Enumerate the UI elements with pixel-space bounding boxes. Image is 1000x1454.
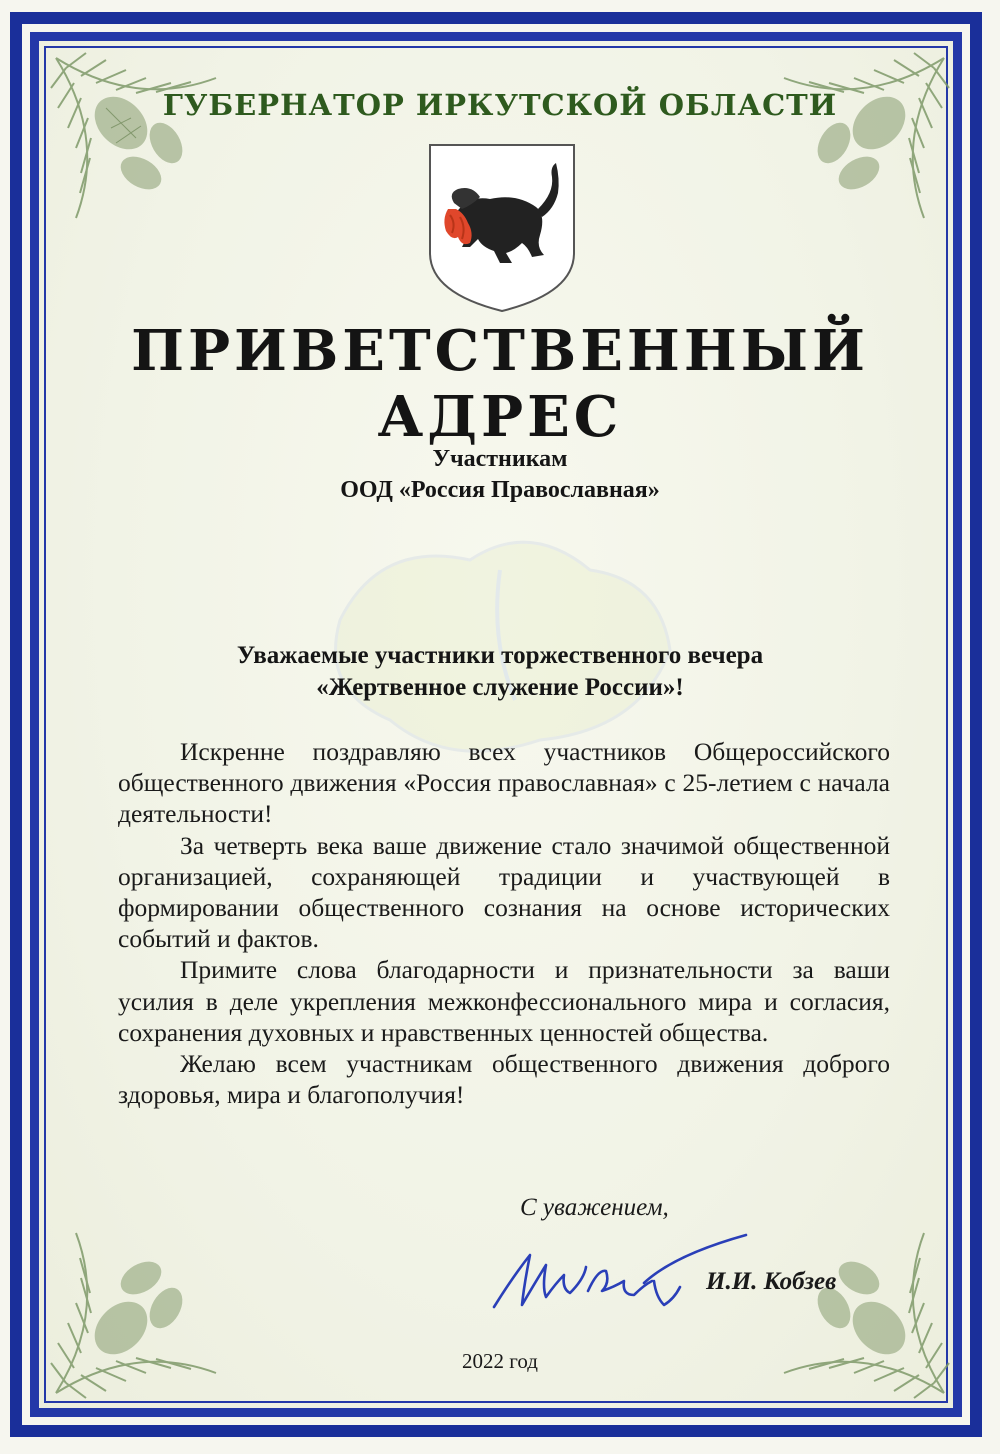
greeting-block xyxy=(0,640,1000,704)
body-paragraph: Желаю всем участникам общественного движения доброго здоровья, мира и благополучия! xyxy=(118,1049,890,1110)
document-year: 2022 год xyxy=(462,1349,538,1373)
body-paragraph: За четверть века ваше движение стало значимой общественной организацией, сохраняющей традиции и участвующей в формировании общественного сознания на основе исторических событий и фактов. xyxy=(118,830,890,954)
letter-body xyxy=(118,736,890,1110)
pine-branch-corner-icon xyxy=(754,48,954,248)
signer-name: И.И. Кобзев xyxy=(706,1268,837,1295)
closing-regards: С уважением, xyxy=(520,1194,669,1221)
body-paragraph: Искренне поздравляю всех участников Общероссийского общественного движения «Россия православная» с 25-летием с начала деятельности! xyxy=(118,737,890,829)
issuer-heading: ГУБЕРНАТОР ИРКУТСКОЙ ОБЛАСТИ xyxy=(162,88,838,122)
document-title: ПРИВЕТСТВЕННЫЙ АДРЕС xyxy=(131,318,869,450)
recipient-block xyxy=(0,444,1000,506)
irkutsk-coat-of-arms-icon xyxy=(428,143,576,313)
recipient-line-1: Участникам xyxy=(432,446,568,472)
recipient-line-2: ООД «Россия Православная» xyxy=(340,477,660,503)
greeting-line-1: Уважаемые участники торжественного вечера xyxy=(236,642,764,669)
greeting-line-2: «Жертвенное служение России»! xyxy=(316,674,684,701)
pine-branch-corner-icon xyxy=(46,48,246,248)
body-paragraph: Примите слова благодарности и признательности за ваши усилия в деле укрепления межконфессионального мира и согласия, сохранения духовных и нравственных ценностей общества. xyxy=(118,955,890,1047)
